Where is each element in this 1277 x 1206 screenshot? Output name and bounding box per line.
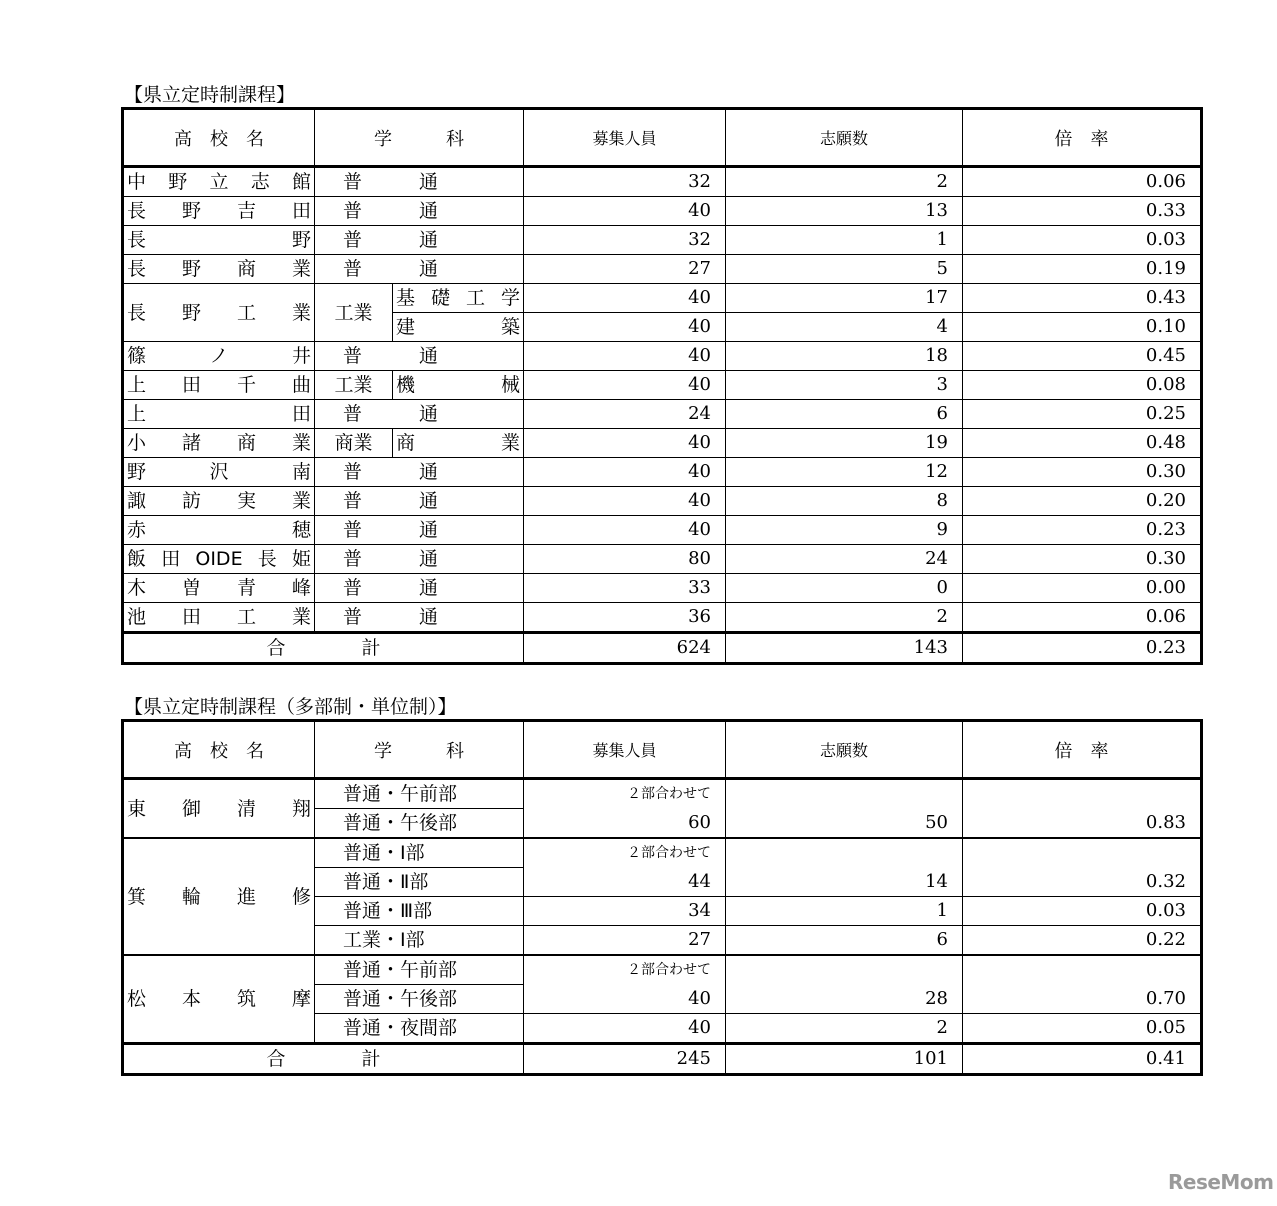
capacity-value: 60 [524, 809, 726, 839]
total-applicants: 101 [726, 1044, 963, 1075]
school-name [123, 342, 315, 371]
school-name [123, 167, 315, 197]
dept-name: 普通・午前部 [315, 779, 524, 809]
dept-name [393, 429, 524, 458]
dept-name: 普通・Ⅲ部 [315, 897, 524, 926]
capacity-value: 32 [524, 167, 726, 197]
school-name-text: 東 御 清 翔 [127, 797, 311, 820]
ratio-value: 0.48 [963, 429, 1202, 458]
school-name-text: 池 田 工 業 [127, 606, 311, 628]
header-school: 高 校 名 [123, 721, 315, 779]
combined-note: ２部合わせて [524, 955, 726, 985]
applicants-value: 3 [726, 371, 963, 400]
combined-note: ２部合わせて [524, 779, 726, 809]
dept-name [393, 371, 524, 400]
dept-name: 普 通 [315, 458, 524, 487]
total-ratio: 0.41 [963, 1044, 1202, 1075]
capacity-value: 40 [524, 284, 726, 313]
applicants-value: 14 [726, 868, 963, 897]
table-row [123, 955, 1202, 985]
dept-name: 普 通 [315, 574, 524, 603]
school-name-text: 上 田 [127, 403, 311, 425]
capacity-value: 40 [524, 1014, 726, 1044]
ratio-value: 0.03 [963, 897, 1202, 926]
table-row [123, 603, 1202, 633]
school-name [123, 284, 315, 342]
dept-name [393, 284, 524, 313]
total-applicants: 143 [726, 633, 963, 664]
header-dept: 学 科 [315, 109, 524, 167]
applicants-value: 1 [726, 226, 963, 255]
course-name: 工業 [315, 371, 393, 400]
ratio-value: 0.08 [963, 371, 1202, 400]
course-name: 工業 [315, 284, 393, 342]
course-name: 商業 [315, 429, 393, 458]
ratio-value: 0.43 [963, 284, 1202, 313]
blank-cell [963, 838, 1202, 868]
dept-name: 普通・午後部 [315, 985, 524, 1014]
school-name [123, 226, 315, 255]
table-row [123, 779, 1202, 809]
dept-name: 普 通 [315, 400, 524, 429]
total-label: 合 計 [123, 633, 524, 664]
table-row [123, 167, 1202, 197]
header-capacity: 募集人員 [524, 109, 726, 167]
multipart-table [121, 719, 1203, 1076]
applicants-value: 18 [726, 342, 963, 371]
ratio-value: 0.10 [963, 313, 1202, 342]
capacity-value: 40 [524, 458, 726, 487]
blank-cell [726, 838, 963, 868]
dept-name: 普 通 [315, 197, 524, 226]
capacity-value: 40 [524, 516, 726, 545]
ratio-value: 0.05 [963, 1014, 1202, 1044]
school-name-text: 木 曽 青 峰 [127, 577, 311, 599]
dept-name-text: 基 礎 工 学 [396, 287, 520, 309]
blank-cell [726, 955, 963, 985]
total-row [123, 633, 1202, 664]
applicants-value: 2 [726, 1014, 963, 1044]
school-name-text: 箕 輪 進 修 [127, 885, 311, 908]
applicants-value: 28 [726, 985, 963, 1014]
capacity-value: 40 [524, 487, 726, 516]
capacity-value: 40 [524, 985, 726, 1014]
applicants-value: 5 [726, 255, 963, 284]
table-row [123, 429, 1202, 458]
school-name [123, 197, 315, 226]
ratio-value: 0.06 [963, 167, 1202, 197]
blank-cell [963, 779, 1202, 809]
dept-name-text: 建 築 [396, 316, 520, 338]
ratio-value: 0.22 [963, 926, 1202, 956]
ratio-value: 0.83 [963, 809, 1202, 839]
ratio-value: 0.20 [963, 487, 1202, 516]
section2-title: 【県立定時制課程（多部制・単位制）】 [124, 696, 457, 718]
ratio-value: 0.23 [963, 516, 1202, 545]
school-name [123, 574, 315, 603]
school-name [123, 371, 315, 400]
dept-name: 普 通 [315, 545, 524, 574]
applicants-value: 6 [726, 400, 963, 429]
table-row [123, 255, 1202, 284]
ratio-value: 0.06 [963, 603, 1202, 633]
header-ratio: 倍 率 [963, 109, 1202, 167]
total-label: 合 計 [123, 1044, 524, 1075]
dept-name: 普通・Ⅱ部 [315, 868, 524, 897]
fulltime-table [121, 107, 1203, 665]
dept-name: 普通・Ⅰ部 [315, 838, 524, 868]
blank-cell [726, 779, 963, 809]
header-school: 高 校 名 [123, 109, 315, 167]
table-row [123, 487, 1202, 516]
ratio-value: 0.00 [963, 574, 1202, 603]
capacity-value: 36 [524, 603, 726, 633]
applicants-value: 19 [726, 429, 963, 458]
table-row [123, 342, 1202, 371]
capacity-value: 33 [524, 574, 726, 603]
table-row [123, 197, 1202, 226]
capacity-value: 40 [524, 313, 726, 342]
ratio-value: 0.30 [963, 545, 1202, 574]
capacity-value: 24 [524, 400, 726, 429]
dept-name: 普 通 [315, 167, 524, 197]
table-row [123, 371, 1202, 400]
resemom-logo: ReseMom [1168, 1170, 1274, 1194]
school-name-text: 上 田 千 曲 [127, 374, 311, 396]
table-row [123, 284, 1202, 313]
school-name [123, 955, 315, 1044]
school-name [123, 400, 315, 429]
total-capacity: 624 [524, 633, 726, 664]
dept-name: 普 通 [315, 516, 524, 545]
capacity-value: 40 [524, 371, 726, 400]
capacity-value: 32 [524, 226, 726, 255]
applicants-value: 2 [726, 603, 963, 633]
dept-name: 普通・夜間部 [315, 1014, 524, 1044]
header-applicants: 志願数 [726, 109, 963, 167]
capacity-value: 40 [524, 429, 726, 458]
school-name-text: 松 本 筑 摩 [127, 988, 311, 1010]
applicants-value: 12 [726, 458, 963, 487]
school-name-text: 赤 穂 [127, 519, 311, 541]
ratio-value: 0.30 [963, 458, 1202, 487]
applicants-value: 13 [726, 197, 963, 226]
ratio-value: 0.19 [963, 255, 1202, 284]
total-ratio: 0.23 [963, 633, 1202, 664]
school-name [123, 255, 315, 284]
header-applicants: 志願数 [726, 721, 963, 779]
school-name-text: 長 野 工 業 [127, 301, 311, 324]
capacity-value: 80 [524, 545, 726, 574]
dept-name: 普 通 [315, 487, 524, 516]
dept-name-text: 機 械 [396, 374, 520, 396]
dept-name: 普通・午後部 [315, 809, 524, 839]
school-name [123, 429, 315, 458]
capacity-value: 34 [524, 897, 726, 926]
ratio-value: 0.25 [963, 400, 1202, 429]
school-name-text: 長 野 [127, 229, 311, 251]
school-name-text: 飯 田 OIDE 長 姫 [127, 548, 311, 570]
applicants-value: 9 [726, 516, 963, 545]
dept-name-text: 商 業 [396, 432, 520, 454]
applicants-value: 1 [726, 897, 963, 926]
school-name [123, 516, 315, 545]
blank-cell [963, 955, 1202, 985]
header-dept: 学 科 [315, 721, 524, 779]
applicants-value: 2 [726, 167, 963, 197]
school-name [123, 779, 315, 839]
applicants-value: 6 [726, 926, 963, 956]
applicants-value: 50 [726, 809, 963, 839]
table-row [123, 545, 1202, 574]
table-row [123, 400, 1202, 429]
school-name-text: 野 沢 南 [127, 461, 311, 483]
dept-name [393, 313, 524, 342]
table-row [123, 516, 1202, 545]
school-name [123, 458, 315, 487]
table-row [123, 838, 1202, 868]
ratio-value: 0.03 [963, 226, 1202, 255]
dept-name: 普 通 [315, 255, 524, 284]
capacity-value: 27 [524, 255, 726, 284]
school-name-text: 篠 ノ 井 [127, 345, 311, 367]
total-capacity: 245 [524, 1044, 726, 1075]
ratio-value: 0.70 [963, 985, 1202, 1014]
dept-name: 普 通 [315, 226, 524, 255]
table-row [123, 226, 1202, 255]
applicants-value: 8 [726, 487, 963, 516]
capacity-value: 40 [524, 342, 726, 371]
dept-name: 工業・Ⅰ部 [315, 926, 524, 956]
table-row [123, 458, 1202, 487]
ratio-value: 0.32 [963, 868, 1202, 897]
table-row [123, 574, 1202, 603]
ratio-value: 0.45 [963, 342, 1202, 371]
school-name [123, 487, 315, 516]
applicants-value: 4 [726, 313, 963, 342]
header-ratio: 倍 率 [963, 721, 1202, 779]
school-name-text: 長 野 吉 田 [127, 200, 311, 222]
combined-note: ２部合わせて [524, 838, 726, 868]
school-name-text: 長 野 商 業 [127, 258, 311, 280]
applicants-value: 24 [726, 545, 963, 574]
capacity-value: 40 [524, 197, 726, 226]
applicants-value: 17 [726, 284, 963, 313]
section1-title: 【県立定時制課程】 [124, 84, 296, 106]
school-name [123, 838, 315, 955]
school-name-text: 諏 訪 実 業 [127, 490, 311, 512]
capacity-value: 44 [524, 868, 726, 897]
total-row [123, 1044, 1202, 1075]
ratio-value: 0.33 [963, 197, 1202, 226]
dept-name: 普 通 [315, 342, 524, 371]
applicants-value: 0 [726, 574, 963, 603]
school-name-text: 中 野 立 志 館 [127, 171, 311, 193]
school-name [123, 603, 315, 633]
capacity-value: 27 [524, 926, 726, 956]
school-name [123, 545, 315, 574]
dept-name: 普 通 [315, 603, 524, 633]
header-capacity: 募集人員 [524, 721, 726, 779]
school-name-text: 小 諸 商 業 [127, 432, 311, 454]
dept-name: 普通・午前部 [315, 955, 524, 985]
